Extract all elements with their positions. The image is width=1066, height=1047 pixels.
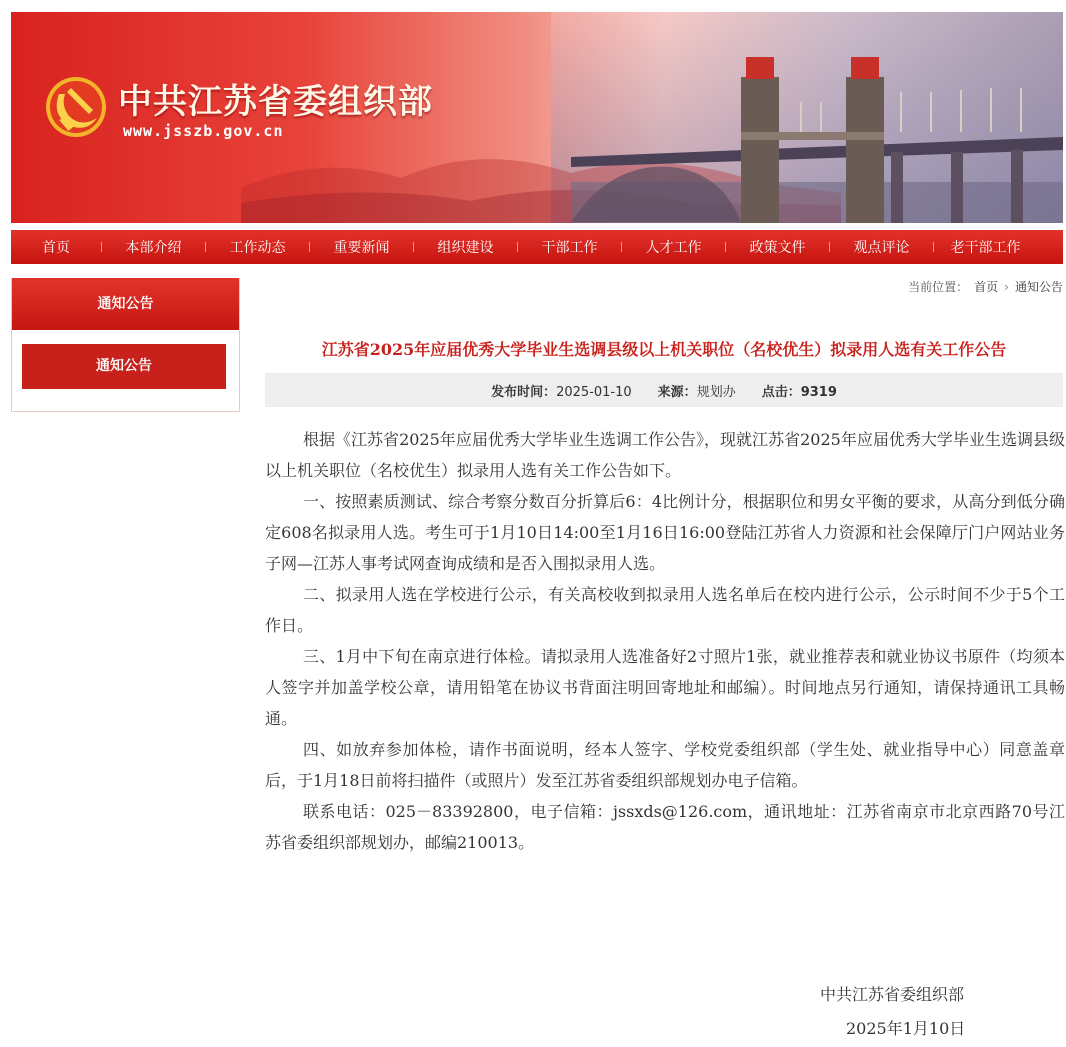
article-sign-date: 2025年1月10日 (846, 1019, 966, 1038)
nav-organization[interactable]: 组织建设 (437, 240, 494, 256)
nav-opinion[interactable]: 观点评论 (853, 240, 910, 256)
article-paragraph: 四、如放弃参加体检，请作书面说明，经本人签字、学校党委组织部（学生处、就业指导中心）同意盖章后，于1月18日前将扫描件（或照片）发至江苏省委组织部规划办电子信箱。 (265, 740, 1065, 790)
nav-work-news[interactable]: 工作动态 (229, 240, 286, 256)
article-paragraph: 二、拟录用人选在学校进行公示，有关高校收到拟录用人选名单后在校内进行公示，公示时间不少于5个工作日。 (265, 585, 1065, 635)
nav-talent[interactable]: 人才工作 (645, 240, 702, 256)
meta-clicks-value: 9319 (800, 384, 837, 400)
article-paragraph: 一、按照素质测试、综合考察分数百分折算后6：4比例计分，根据职位和男女平衡的要求，从高分到低分确定608名拟录用人选。考生可于1月10日14:00至1月16日16:00登陆江苏省人力资源和社会保障厅门户网站业务子网—江苏人事考试网查询成绩和是否入围拟录用人选。 (265, 492, 1065, 573)
breadcrumb-prefix: 当前位置： (908, 280, 969, 294)
nav-home[interactable]: 首页 (42, 240, 70, 256)
article-paragraph: 根据《江苏省2025年应届优秀大学毕业生选调工作公告》，现就江苏省2025年应届优秀大学毕业生选调县级以上机关职位（名校优生）拟录用人选有关工作公告如下。 (265, 430, 1065, 480)
nav-cadre[interactable]: 干部工作 (541, 240, 598, 256)
sidebar-item-notices[interactable]: 通知公告 (22, 344, 226, 389)
site-url: www.jsszb.gov.cn (123, 122, 284, 140)
meta-clicks (762, 381, 837, 400)
article-paragraph: 联系电话：025－83392800，电子信箱：jssxds@126.com，通讯地址：江苏省南京市北京西路70号江苏省委组织部规划办，邮编210013。 (265, 802, 1065, 852)
article-body (265, 424, 1065, 858)
party-emblem-icon (41, 72, 111, 142)
article-meta (265, 373, 1063, 407)
article-paragraph: 三、1月中下旬在南京进行体检。请拟录用人选准备好2寸照片1张，就业推荐表和就业协议书原件（均须本人签字并加盖学校公章，请用铅笔在协议书背面注明回寄地址和邮编）。时间地点另行通知，请保持通讯工具畅通。 (265, 647, 1065, 728)
nav-important-news[interactable]: 重要新闻 (333, 240, 390, 256)
sidebar (11, 278, 240, 412)
breadcrumb-home-link[interactable]: 首页 (974, 280, 999, 294)
meta-date-value: 2025-01-10 (556, 384, 632, 400)
nav-retired-cadre[interactable]: 老干部工作 (950, 240, 1021, 256)
main-nav (11, 230, 1063, 264)
header-banner (11, 12, 1063, 223)
meta-source-value: 规划办 (696, 384, 736, 400)
nav-policy[interactable]: 政策文件 (749, 240, 806, 256)
site-title: 中共江苏省委组织部 (118, 82, 433, 122)
article-title: 江苏省2025年应届优秀大学毕业生选调县级以上机关职位（名校优生）拟录用人选有关工作公告 (321, 340, 1007, 359)
breadcrumb-current-link[interactable]: 通知公告 (1014, 280, 1063, 294)
nav-about[interactable]: 本部介绍 (125, 240, 182, 256)
meta-date (491, 381, 632, 400)
sidebar-heading: 通知公告 (12, 278, 239, 330)
breadcrumb (908, 278, 1063, 295)
chevron-right-icon: › (1004, 279, 1009, 294)
meta-clicks-label: 点击： (761, 384, 801, 400)
meta-source (658, 381, 736, 400)
bridge-illustration (571, 32, 1063, 223)
article-signature: 中共江苏省委组织部 (820, 985, 965, 1004)
meta-source-label: 来源： (657, 384, 697, 400)
meta-date-label: 发布时间： (491, 384, 557, 400)
